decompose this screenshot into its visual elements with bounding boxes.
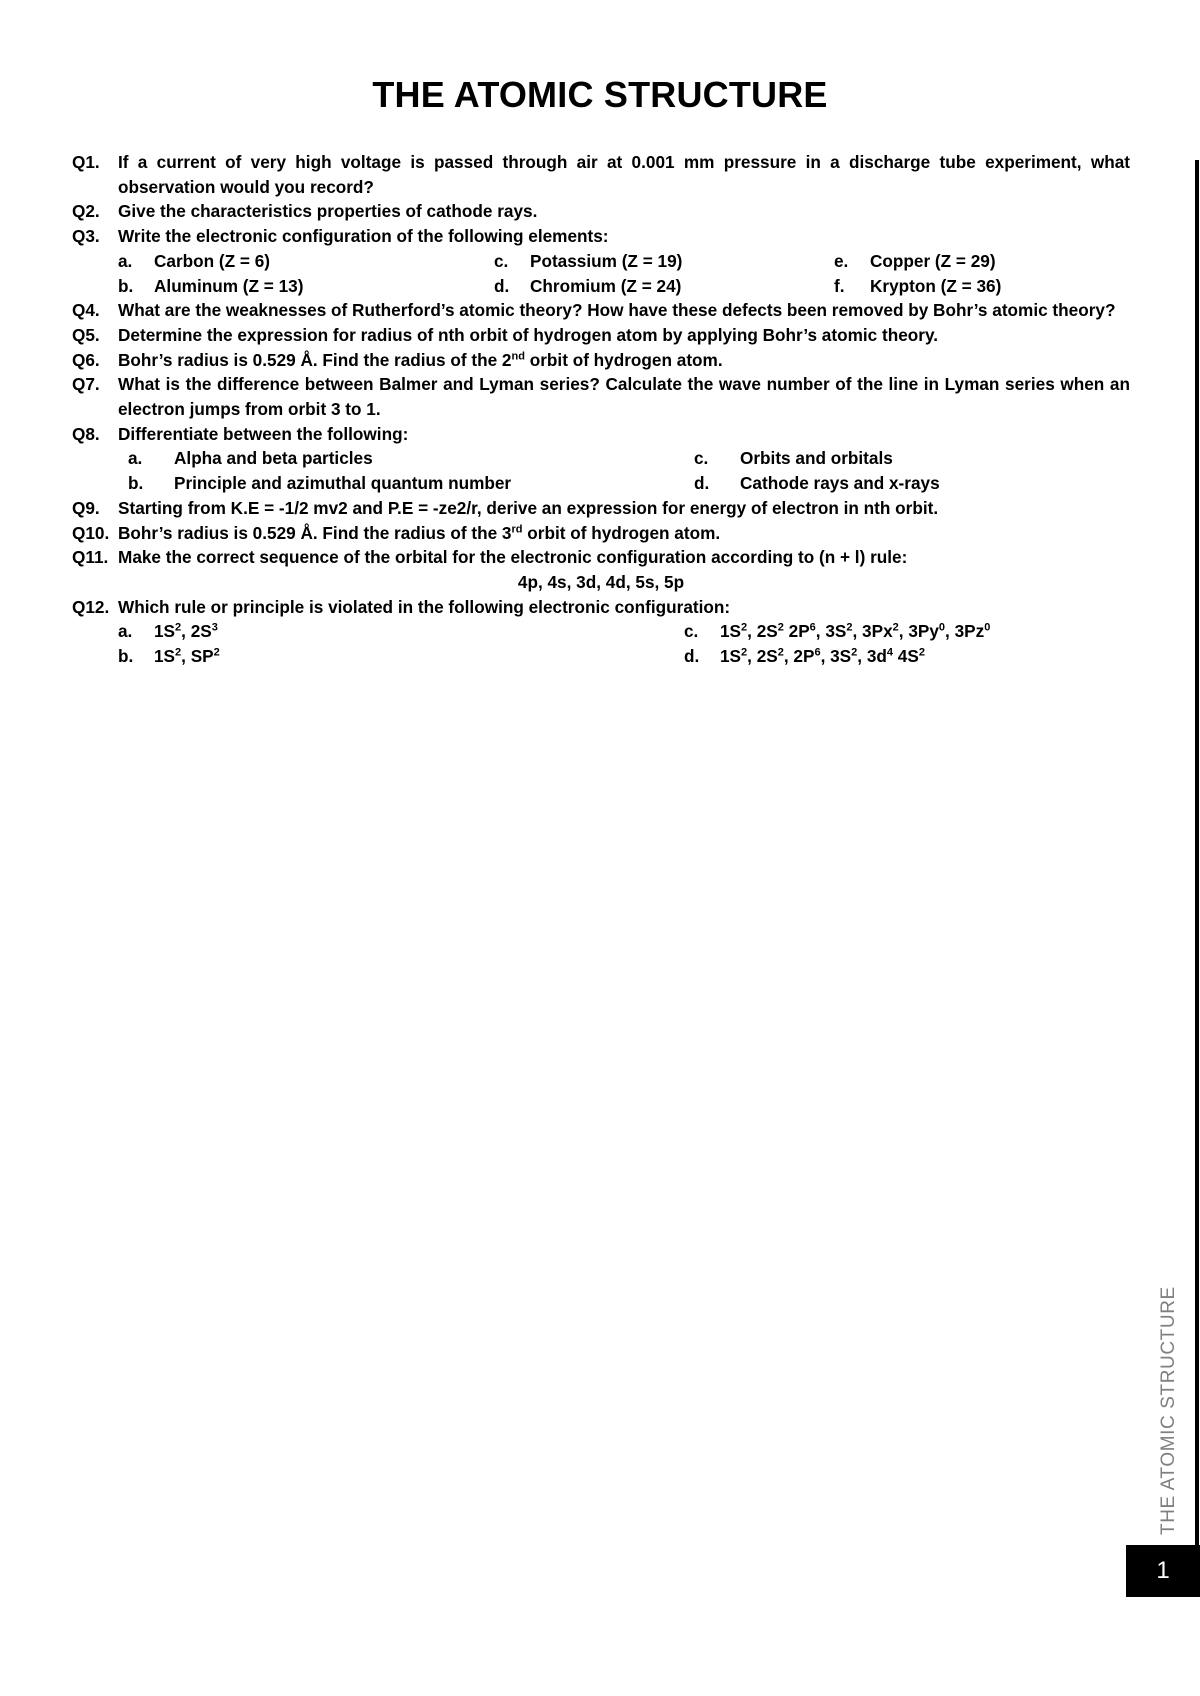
electron-count: 2 bbox=[918, 646, 925, 659]
option-label: d. bbox=[694, 473, 710, 494]
electron-count: 2 bbox=[846, 621, 853, 634]
side-running-title: THE ATOMIC STRUCTURE bbox=[1158, 1286, 1179, 1535]
question-number: Q12. bbox=[72, 596, 110, 617]
electron-count: 3 bbox=[211, 621, 218, 634]
option-label: b. bbox=[118, 275, 134, 296]
question-text: Determine the expression for radius of nth orbit of hydrogen atom by applying Bohr’s atomic theory. bbox=[118, 324, 939, 345]
question-number: Q8. bbox=[72, 423, 100, 444]
option-text: Principle and azimuthal quantum number bbox=[174, 473, 512, 494]
question-number: Q7. bbox=[72, 374, 100, 395]
option-label: a. bbox=[118, 621, 133, 642]
config-part: 1S bbox=[154, 621, 176, 642]
question-text: Write the electronic configuration of the following elements: bbox=[118, 226, 609, 247]
option-a bbox=[118, 249, 494, 274]
question-text: If a current of very high voltage is passed through air at 0.001 mm pressure in a discharge tube experiment, what observation would you record? bbox=[118, 152, 1130, 197]
question-2 bbox=[72, 199, 1130, 224]
option-label: f. bbox=[834, 275, 845, 296]
electron-count: 2 bbox=[892, 621, 899, 634]
option-text: Copper (Z = 29) bbox=[870, 250, 996, 271]
option-d bbox=[494, 274, 834, 299]
question-8 bbox=[72, 422, 1130, 447]
option-d bbox=[684, 644, 1130, 669]
question-7 bbox=[72, 372, 1130, 421]
option-text: Aluminum (Z = 13) bbox=[154, 275, 304, 296]
electron-count: 2 bbox=[175, 621, 182, 634]
option-text: Krypton (Z = 36) bbox=[870, 275, 1002, 296]
question-number: Q11. bbox=[72, 547, 109, 568]
option-label: c. bbox=[494, 250, 509, 271]
config-part: , 3Px bbox=[852, 621, 893, 642]
electron-count: 0 bbox=[938, 621, 946, 634]
question-5 bbox=[72, 323, 1130, 348]
configuration bbox=[720, 644, 925, 669]
question-number: Q3. bbox=[72, 226, 100, 247]
option-label: c. bbox=[684, 621, 699, 642]
config-part: , 2P bbox=[783, 646, 815, 667]
electron-count: 2 bbox=[851, 646, 858, 659]
config-part: 1S bbox=[720, 621, 742, 642]
margin-rule bbox=[1195, 160, 1199, 1545]
question-6 bbox=[72, 348, 1130, 373]
configuration bbox=[720, 619, 990, 644]
option-a bbox=[118, 446, 684, 471]
question-12-options bbox=[72, 619, 1130, 668]
orbital-sequence: 4p, 4s, 3d, 4d, 5s, 5p bbox=[517, 571, 685, 592]
option-label: a. bbox=[118, 250, 133, 271]
question-text: Give the characteristics properties of cathode rays. bbox=[118, 201, 538, 222]
question-1 bbox=[72, 150, 1130, 199]
question-12 bbox=[72, 595, 1130, 620]
page-title: THE ATOMIC STRUCTURE bbox=[372, 74, 828, 115]
question-text bbox=[118, 348, 1130, 373]
config-part: 4S bbox=[893, 646, 919, 667]
question-number: Q4. bbox=[72, 300, 100, 321]
question-10 bbox=[72, 521, 1130, 546]
question-text: Make the correct sequence of the orbital for the electronic configuration according to (n + l) rule: bbox=[118, 547, 908, 568]
config-part: , SP bbox=[181, 646, 214, 667]
option-c bbox=[684, 619, 1130, 644]
option-label: a. bbox=[128, 448, 143, 469]
text-part: orbit of hydrogen atom. bbox=[524, 349, 723, 370]
text-part: Bohr’s radius is 0.529 Å. Find the radius of the 3 bbox=[118, 522, 512, 543]
question-number: Q1. bbox=[72, 152, 100, 172]
option-c bbox=[684, 446, 1130, 471]
electron-count: 6 bbox=[814, 646, 821, 659]
electron-count: 2 bbox=[741, 646, 748, 659]
question-text: Differentiate between the following: bbox=[118, 423, 409, 444]
electron-count: 2 bbox=[741, 621, 748, 634]
question-text: Which rule or principle is violated in the following electronic configuration: bbox=[118, 596, 731, 617]
option-label: d. bbox=[684, 646, 700, 667]
question-number: Q6. bbox=[72, 349, 100, 370]
electron-count: 2 bbox=[777, 621, 784, 634]
question-9 bbox=[72, 496, 1130, 521]
option-text: Cathode rays and x-rays bbox=[740, 473, 940, 494]
electron-count: 0 bbox=[984, 621, 991, 634]
ordinal-suffix: rd bbox=[511, 522, 523, 535]
electron-count: 2 bbox=[777, 646, 784, 659]
page-number-box bbox=[1126, 1545, 1200, 1597]
config-part: , 2S bbox=[747, 621, 778, 642]
option-b bbox=[118, 274, 494, 299]
option-e bbox=[834, 249, 1130, 274]
ordinal-suffix: nd bbox=[511, 349, 525, 362]
config-part: , 3S bbox=[820, 646, 852, 667]
question-4 bbox=[72, 298, 1130, 323]
question-number: Q10. bbox=[72, 522, 110, 543]
option-c bbox=[494, 249, 834, 274]
option-text: Orbits and orbitals bbox=[740, 448, 893, 469]
electron-count: 4 bbox=[886, 646, 893, 659]
question-text bbox=[118, 521, 1130, 546]
option-b bbox=[118, 471, 684, 496]
option-f bbox=[834, 274, 1130, 299]
electron-count: 2 bbox=[213, 646, 220, 659]
option-a bbox=[118, 619, 684, 644]
question-8-options bbox=[72, 446, 1130, 495]
question-number: Q9. bbox=[72, 497, 100, 518]
text-part: Bohr’s radius is 0.529 Å. Find the radius of the 2 bbox=[118, 349, 512, 370]
config-part: 2P bbox=[783, 621, 810, 642]
option-label: e. bbox=[834, 250, 849, 271]
question-number: Q2. bbox=[72, 201, 100, 222]
question-text: What are the weaknesses of Rutherford’s atomic theory? How have these defects been removed by Bohr’s atomic theory? bbox=[118, 300, 1116, 321]
config-part: , 2S bbox=[181, 621, 212, 642]
question-number: Q5. bbox=[72, 324, 100, 345]
option-label: d. bbox=[494, 275, 510, 296]
question-3 bbox=[72, 224, 1130, 249]
option-text: Chromium (Z = 24) bbox=[530, 275, 682, 296]
electron-count: 6 bbox=[809, 621, 816, 634]
page-number: 1 bbox=[1156, 1557, 1170, 1584]
config-part: , 3d bbox=[857, 646, 887, 667]
question-text: What is the difference between Balmer and Lyman series? Calculate the wave number of the line in Lyman series when an electron jumps from orbit 3 to 1. bbox=[118, 374, 1130, 420]
option-label: b. bbox=[128, 473, 144, 494]
option-label: c. bbox=[694, 448, 709, 469]
option-text: Potassium (Z = 19) bbox=[530, 250, 683, 271]
option-text: Carbon (Z = 6) bbox=[154, 250, 271, 271]
electron-count: 2 bbox=[175, 646, 182, 659]
question-3-options bbox=[72, 249, 1130, 298]
configuration bbox=[154, 619, 218, 644]
config-part: , 3Py bbox=[898, 621, 939, 642]
configuration bbox=[154, 644, 220, 669]
option-label: b. bbox=[118, 646, 134, 667]
option-text: Alpha and beta particles bbox=[174, 448, 373, 469]
config-part: , 3S bbox=[815, 621, 847, 642]
question-11 bbox=[72, 545, 1130, 570]
question-list bbox=[72, 150, 1130, 669]
config-part: 1S bbox=[720, 646, 742, 667]
option-b bbox=[118, 644, 684, 669]
option-d bbox=[684, 471, 1130, 496]
config-part: , 3Pz bbox=[945, 621, 985, 642]
text-part: orbit of hydrogen atom. bbox=[522, 522, 721, 543]
config-part: , 2S bbox=[747, 646, 778, 667]
question-text: Starting from K.E = -1/2 mv2 and P.E = -ze2/r, derive an expression for energy of electron in nth orbit. bbox=[118, 497, 939, 518]
config-part: 1S bbox=[154, 646, 176, 667]
